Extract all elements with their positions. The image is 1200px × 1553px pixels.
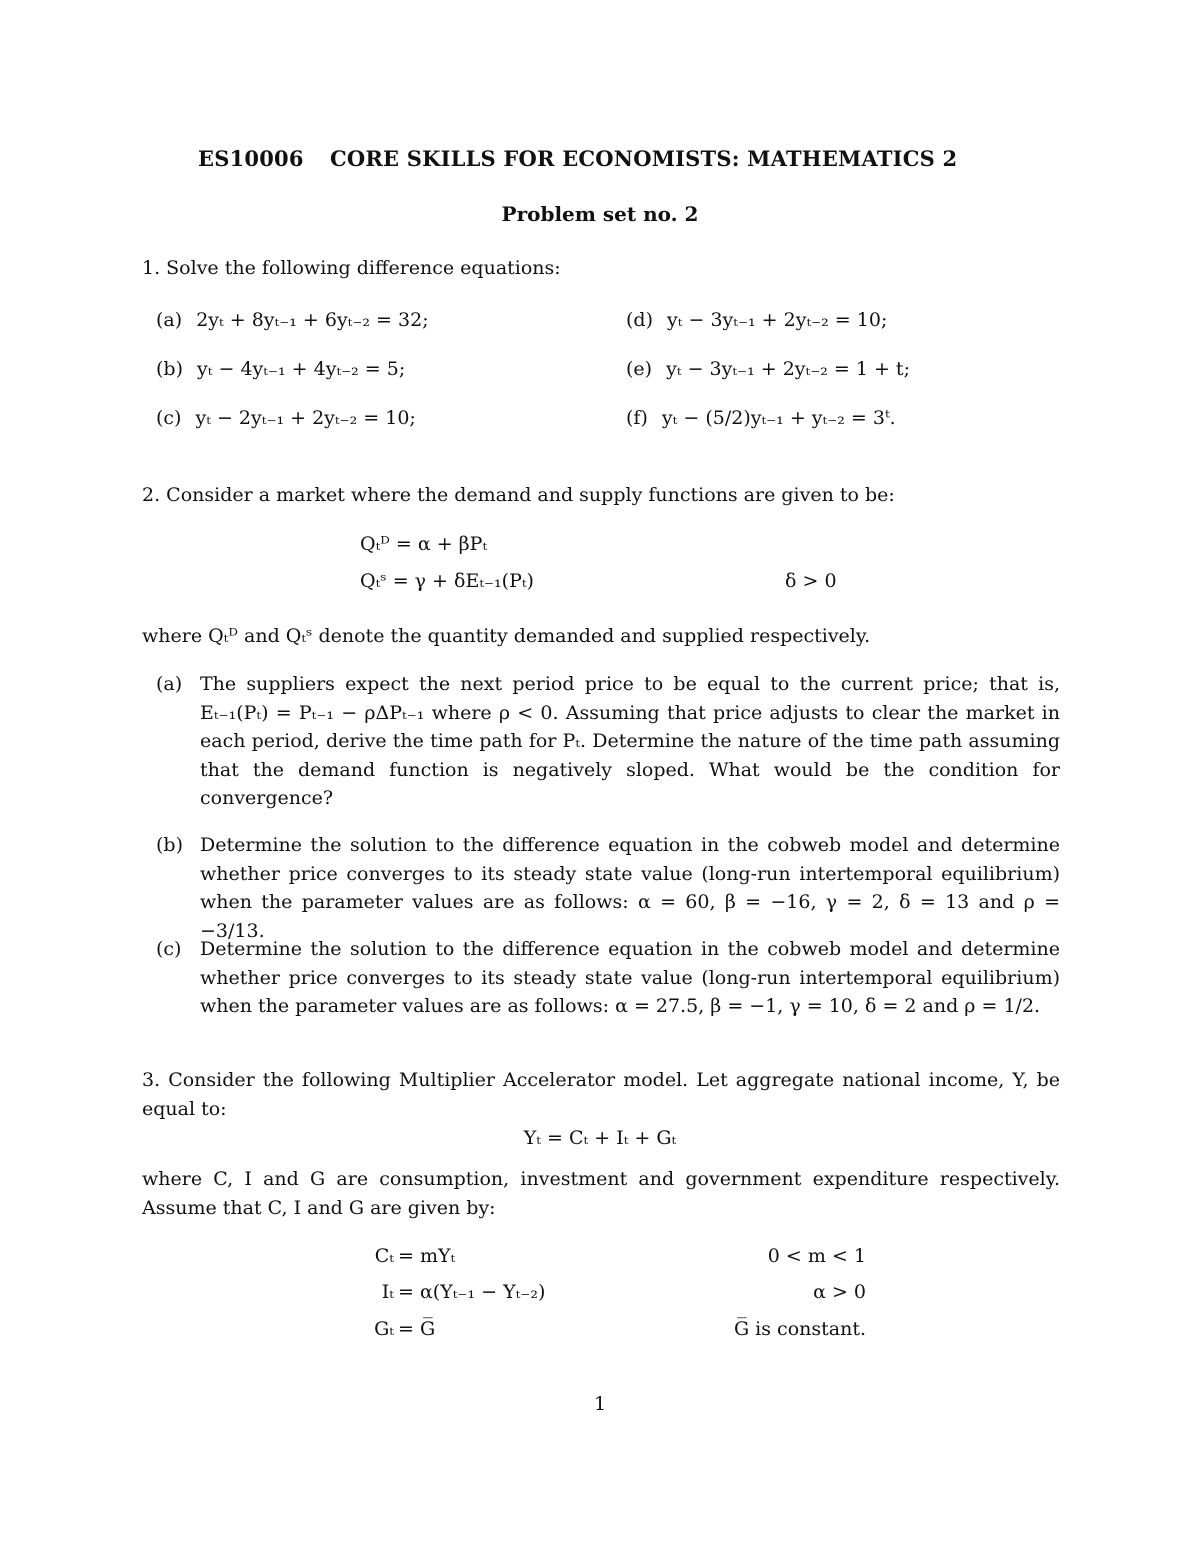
q1-item-b (156, 355, 405, 384)
q2-part-c (156, 935, 1060, 1021)
q1-item-d (626, 306, 887, 335)
q1-item-equation: yₜ − 2yₜ₋₁ + 2yₜ₋₂ = 10; (195, 407, 416, 429)
q2-demand-equation: Qₜᴰ = α + βPₜ (360, 533, 488, 555)
q2-part-text: The suppliers expect the next period price to be equal to the current price; that is, Eₜ₋₁(Pₜ) = Pₜ₋₁ − ρΔPₜ₋₁ where ρ < 0. Assuming that price adjusts to clear the market in each period, derive the time path for Pₜ. Determine the nature of the time path assuming that the demand function is negatively sloped. What would be the condition for convergence? (200, 673, 1060, 809)
q1-item-label: (f) (626, 407, 648, 429)
q1-item-c (156, 404, 416, 433)
q1-item-equation: yₜ − 4yₜ₋₁ + 4yₜ₋₂ = 5; (197, 358, 406, 380)
q2-part-label: (b) (156, 834, 183, 856)
q2-part-label: (a) (156, 673, 183, 695)
q3-lhs: Cₜ (374, 1245, 394, 1267)
course-title: CORE SKILLS FOR ECONOMISTS: MATHEMATICS 2 (330, 146, 958, 171)
q1-item-label: (b) (156, 358, 183, 380)
q1-item-equation: yₜ − (5/2)yₜ₋₁ + yₜ₋₂ = 3ᵗ. (661, 407, 896, 429)
q1-item-label: (e) (626, 358, 653, 380)
q2-supply-equation: Qₜˢ = γ + δEₜ₋₁(Pₜ) (360, 570, 534, 592)
q3-rhs: = G̅ (398, 1318, 436, 1340)
q1-item-label: (a) (156, 309, 183, 331)
q2-where-text: where Qₜᴰ and Qₜˢ denote the quantity demanded and supplied respectively. (142, 625, 871, 647)
q2-supply-condition: δ > 0 (785, 570, 837, 592)
q2-part-label: (c) (156, 938, 182, 960)
q2-intro: 2. Consider a market where the demand and supply functions are given to be: (142, 484, 895, 506)
problem-set-subtitle: Problem set no. 2 (501, 202, 699, 226)
page-title (198, 146, 957, 171)
page-number: 1 (593, 1393, 607, 1415)
q3-rhs: = α(Yₜ₋₁ − Yₜ₋₂) (398, 1281, 546, 1303)
q3-condition: α > 0 (813, 1281, 866, 1303)
course-code: ES10006 (198, 146, 304, 171)
q3-rhs: = mYₜ (398, 1245, 456, 1267)
q1-item-equation: yₜ − 3yₜ₋₁ + 2yₜ₋₂ = 10; (667, 309, 888, 331)
q2-part-b (156, 831, 1060, 945)
q1-item-e (626, 355, 910, 384)
q3-income-equation: Yₜ = Cₜ + Iₜ + Gₜ (523, 1127, 677, 1149)
q1-intro: 1. Solve the following difference equations: (142, 257, 561, 279)
q2-part-a (156, 670, 1060, 813)
q3-intro: 3. Consider the following Multiplier Accelerator model. Let aggregate national income, Y, be equal to: (142, 1069, 1060, 1120)
q3-condition: 0 < m < 1 (767, 1245, 866, 1267)
q1-item-label: (c) (156, 407, 182, 429)
q1-item-equation: 2yₜ + 8yₜ₋₁ + 6yₜ₋₂ = 32; (196, 309, 429, 331)
q1-item-f (626, 404, 896, 433)
q1-item-label: (d) (626, 309, 653, 331)
q1-item-equation: yₜ − 3yₜ₋₁ + 2yₜ₋₂ = 1 + t; (666, 358, 910, 380)
q2-part-text: Determine the solution to the difference equation in the cobweb model and determine whether price converges to its steady state value (long-run intertemporal equilibrium) when the parameter values are as follows: α = 60, β = −16, γ = 2, δ = 13 and ρ = −3/13. (200, 834, 1060, 942)
q3-lhs: Iₜ (381, 1281, 394, 1303)
q3-lhs: Gₜ (374, 1318, 394, 1340)
q3-condition: G̅ is constant. (733, 1318, 866, 1340)
q2-part-text: Determine the solution to the difference equation in the cobweb model and determine whether price converges to its steady state value (long-run intertemporal equilibrium) when the parameter values are as follows: α = 27.5, β = −1, γ = 10, δ = 2 and ρ = 1/2. (200, 938, 1060, 1017)
q1-item-a (156, 306, 429, 335)
q3-where-text: where C, I and G are consumption, investment and government expenditure respectively. Assume that C, I and G are given by: (142, 1168, 1060, 1219)
